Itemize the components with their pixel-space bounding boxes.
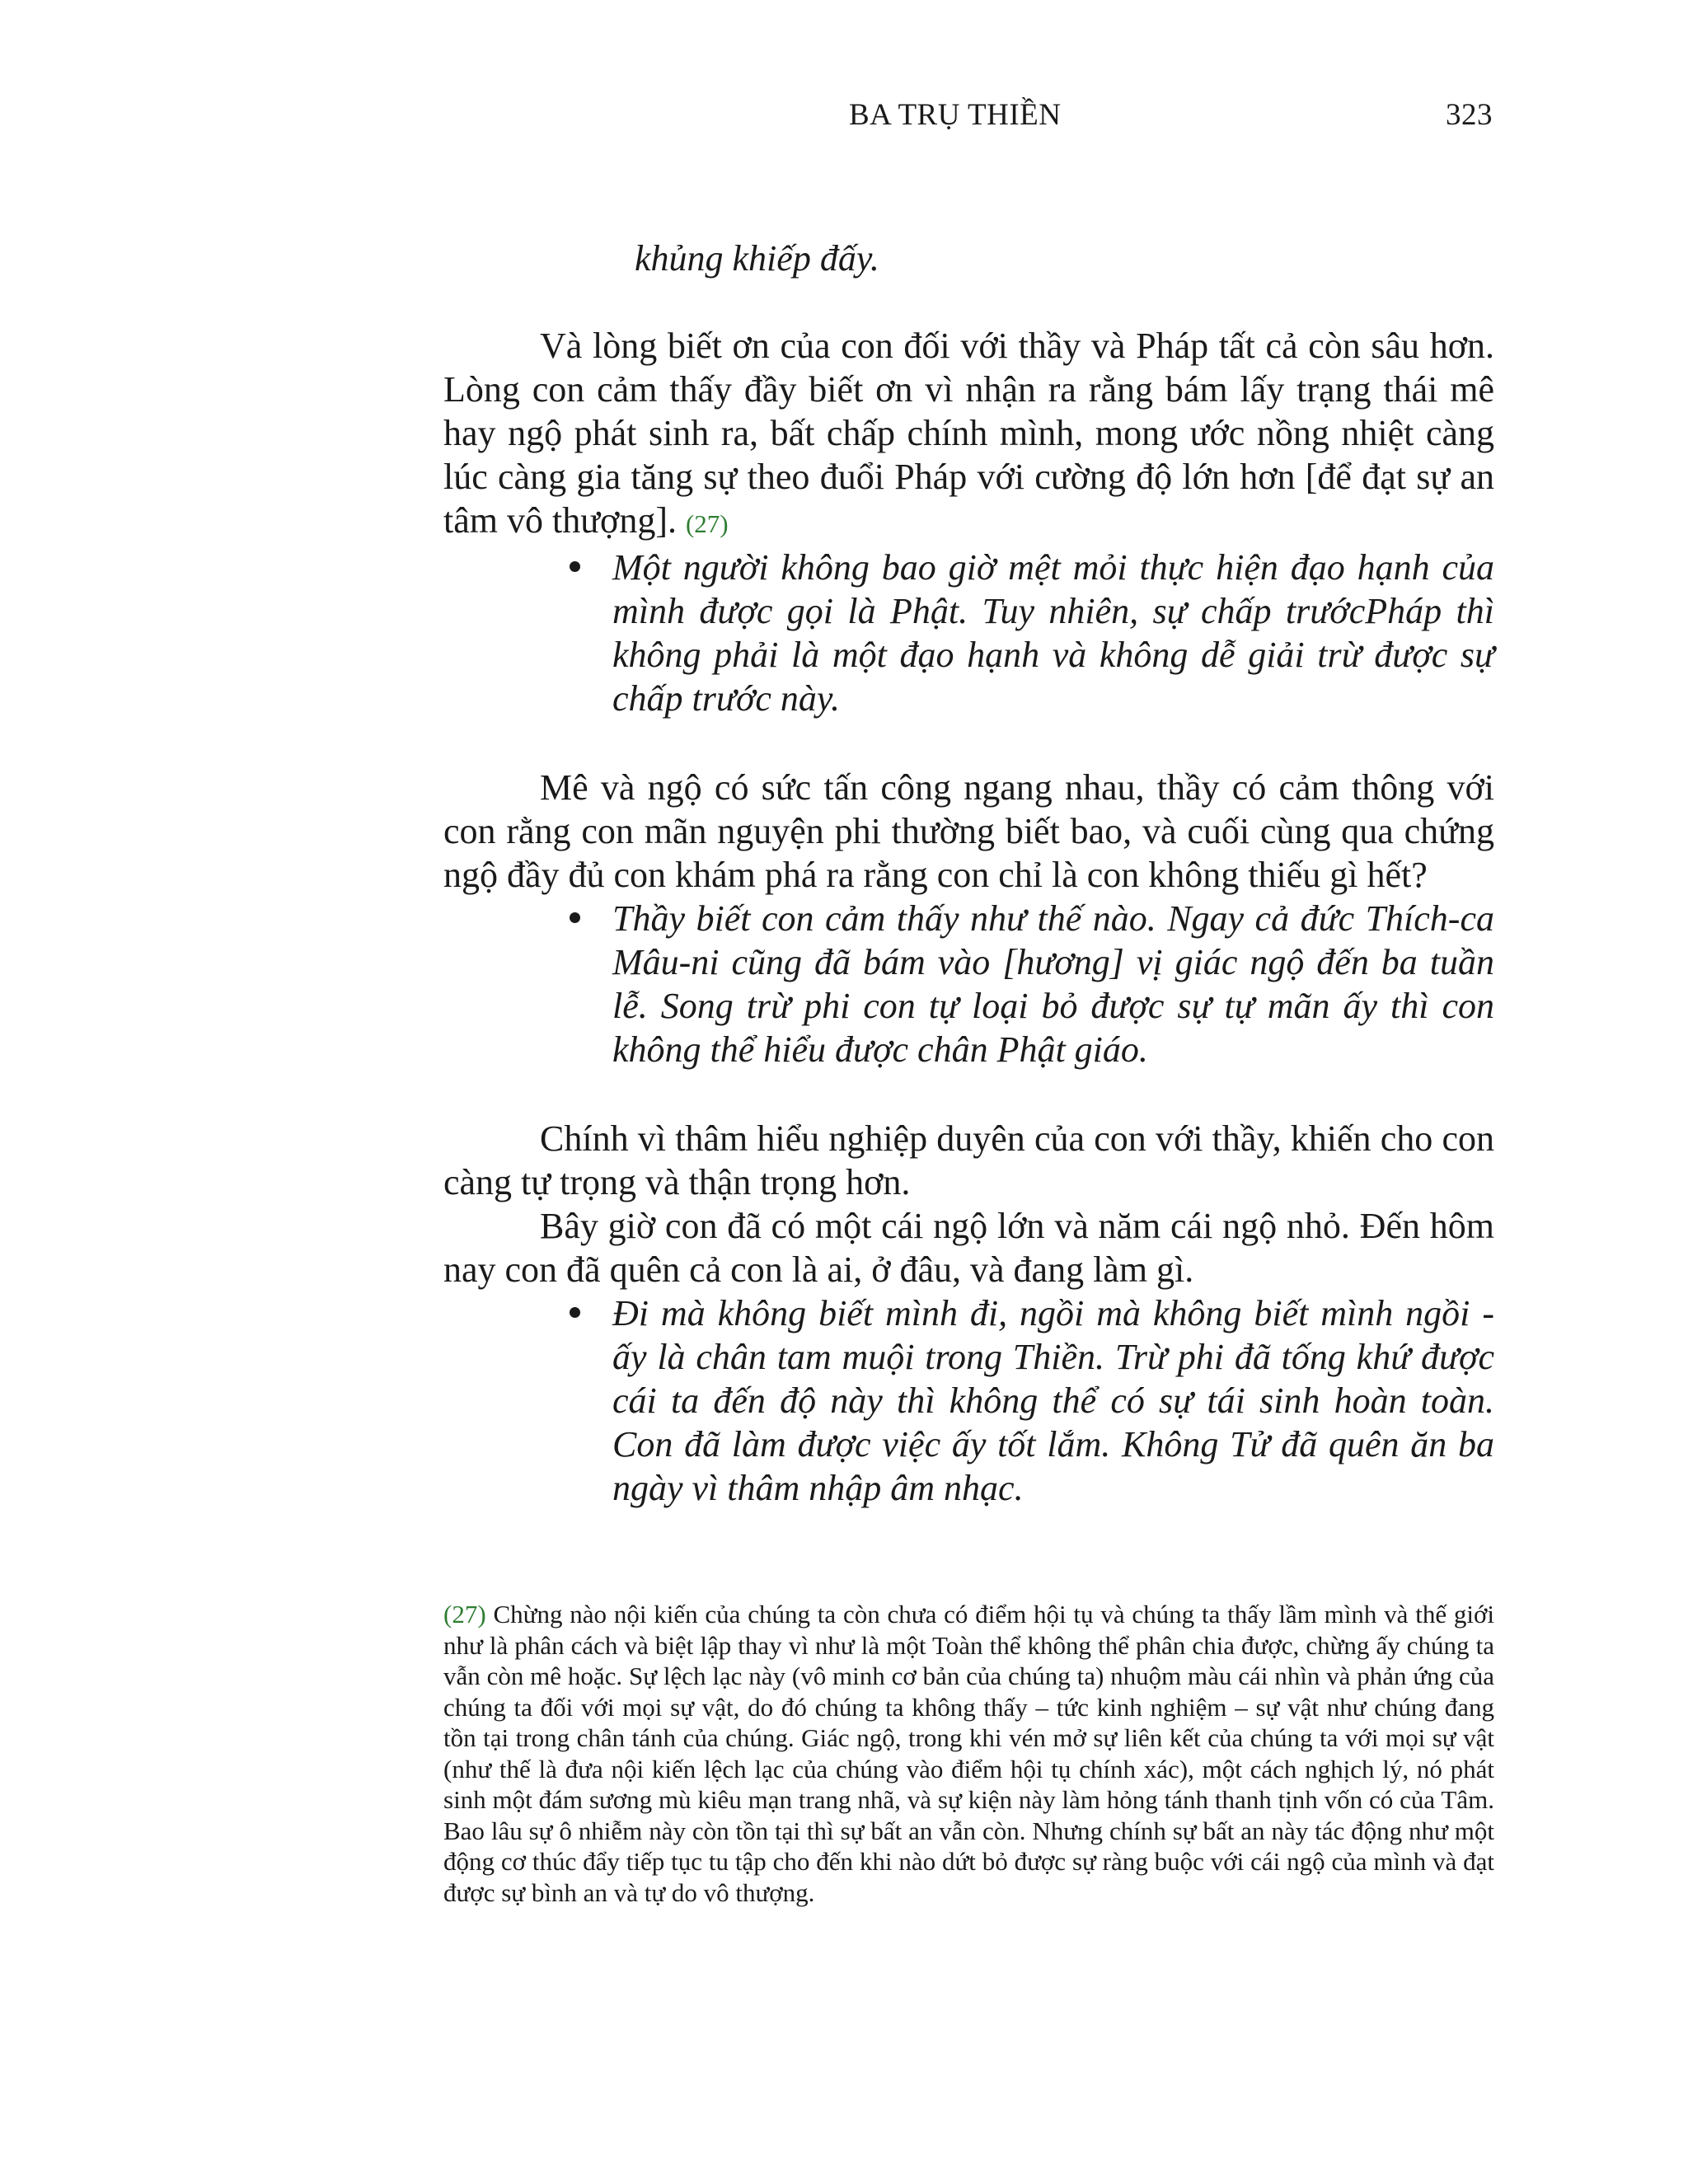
bullet-text: Đi mà không biết mình đi, ngồi mà không biết mình ngồi - ấy là chân tam muội trong Thiền. Trừ phi đã tống khứ được cái ta đến độ này thì không thể có sự tái sinh hoàn toàn. Con đã làm được việc ấy tốt lắm. Không Tử đã quên ăn ba ngày vì thâm nhập âm nhạc. [612, 1293, 1494, 1508]
bullet-icon [570, 561, 580, 572]
bullet-list [443, 1291, 1494, 1510]
page-number: 323 [1446, 98, 1493, 132]
bullet-item [612, 546, 1494, 720]
bullet-item [612, 897, 1494, 1071]
opening-italic-line: khủng khiếp đấy. [635, 238, 879, 279]
footnote-label: (27) [443, 1600, 486, 1629]
bullet-list [443, 897, 1494, 1071]
footnote-reference[interactable]: (27) [685, 509, 729, 538]
bullet-list [443, 546, 1494, 720]
bullet-icon [570, 912, 580, 923]
paragraph-gratitude-text: Và lòng biết ơn của con đối với thầy và Pháp tất cả còn sâu hơn. Lòng con cảm thấy đầy biết ơn vì nhận ra rằng bám lấy trạng thái mê hay ngộ phát sinh ra, bất chấp chính mình, mong ước nồng nhiệt càng lúc càng gia tăng sự theo đuổi Pháp với cường độ lớn hơn [để đạt sự an tâm vô thượng]. [443, 326, 1494, 541]
bullet-item [612, 1291, 1494, 1510]
bullet-text: Một người không bao giờ mệt mỏi thực hiện đạo hạnh của mình được gọi là Phật. Tuy nhiên, sự chấp trướcPháp thì không phải là một đạo hạnh và không dễ giải trừ được sự chấp trước này. [612, 547, 1494, 719]
bullet-text: Thầy biết con cảm thấy như thế nào. Ngay cả đức Thích-ca Mâu-ni cũng đã bám vào [hương] vị giác ngộ đến ba tuần lễ. Song trừ phi con tự loại bỏ được sự tự mãn ấy thì con không thể hiểu được chân Phật giáo. [612, 898, 1494, 1070]
bullet-icon [570, 1307, 580, 1318]
main-text [443, 237, 1494, 1510]
running-title: BA TRỤ THIỀN [849, 98, 1062, 132]
paragraph-enlightenment: Bây giờ con đã có một cái ngộ lớn và năm cái ngộ nhỏ. Đến hôm nay con đã quên cả con là ai, ở đâu, và đang làm gì. [443, 1206, 1494, 1290]
paragraph-karma: Chính vì thâm hiểu nghiệp duyên của con với thầy, khiến cho con càng tự trọng và thận trọng hơn. [443, 1118, 1494, 1202]
running-header [0, 97, 1688, 138]
footnote-text: Chừng nào nội kiến của chúng ta còn chưa có điểm hội tụ và chúng ta thấy lầm mình và thế giới như là phân cách và biệt lập thay vì như là một Toàn thể không thể phân chia được, chừng ấy chúng ta vẫn còn mê hoặc. Sự lệch lạc này (vô minh cơ bản của chúng ta) nhuộm màu cái nhìn và phản ứng của chúng ta đối với mọi sự vật, do đó chúng ta không thấy – tức kinh nghiệm – sự vật như chúng đang tồn tại trong chân tánh của chúng. Giác ngộ, trong khi vén mở sự liên kết của chúng ta với mọi sự vật (như thế là đưa nội kiến lệch lạc của chúng vào điểm hội tụ chính xác), một cách nghịch lý, nó phát sinh một đám sương mù kiêu mạn trang nhã, và sự kiện này làm hỏng tánh thanh tịnh vốn có của Tâm. Bao lâu sự ô nhiễm này còn tồn tại thì sự bất an vẫn còn. Nhưng chính sự bất an này tác động như một động cơ thúc đẩy tiếp tục tu tập cho đến khi nào dứt bỏ được sự ràng buộc với cái ngộ của mình và đạt được sự bình an và tự do vô thượng. [443, 1600, 1494, 1907]
paragraph-delusion: Mê và ngộ có sức tấn công ngang nhau, thầy có cảm thông với con rằng con mãn nguyện phi thường biết bao, và cuối cùng qua chứng ngộ đầy đủ con khám phá ra rằng con chỉ là con không thiếu gì hết? [443, 767, 1494, 895]
footnote [443, 1599, 1494, 1908]
paragraph-gratitude [443, 324, 1494, 546]
